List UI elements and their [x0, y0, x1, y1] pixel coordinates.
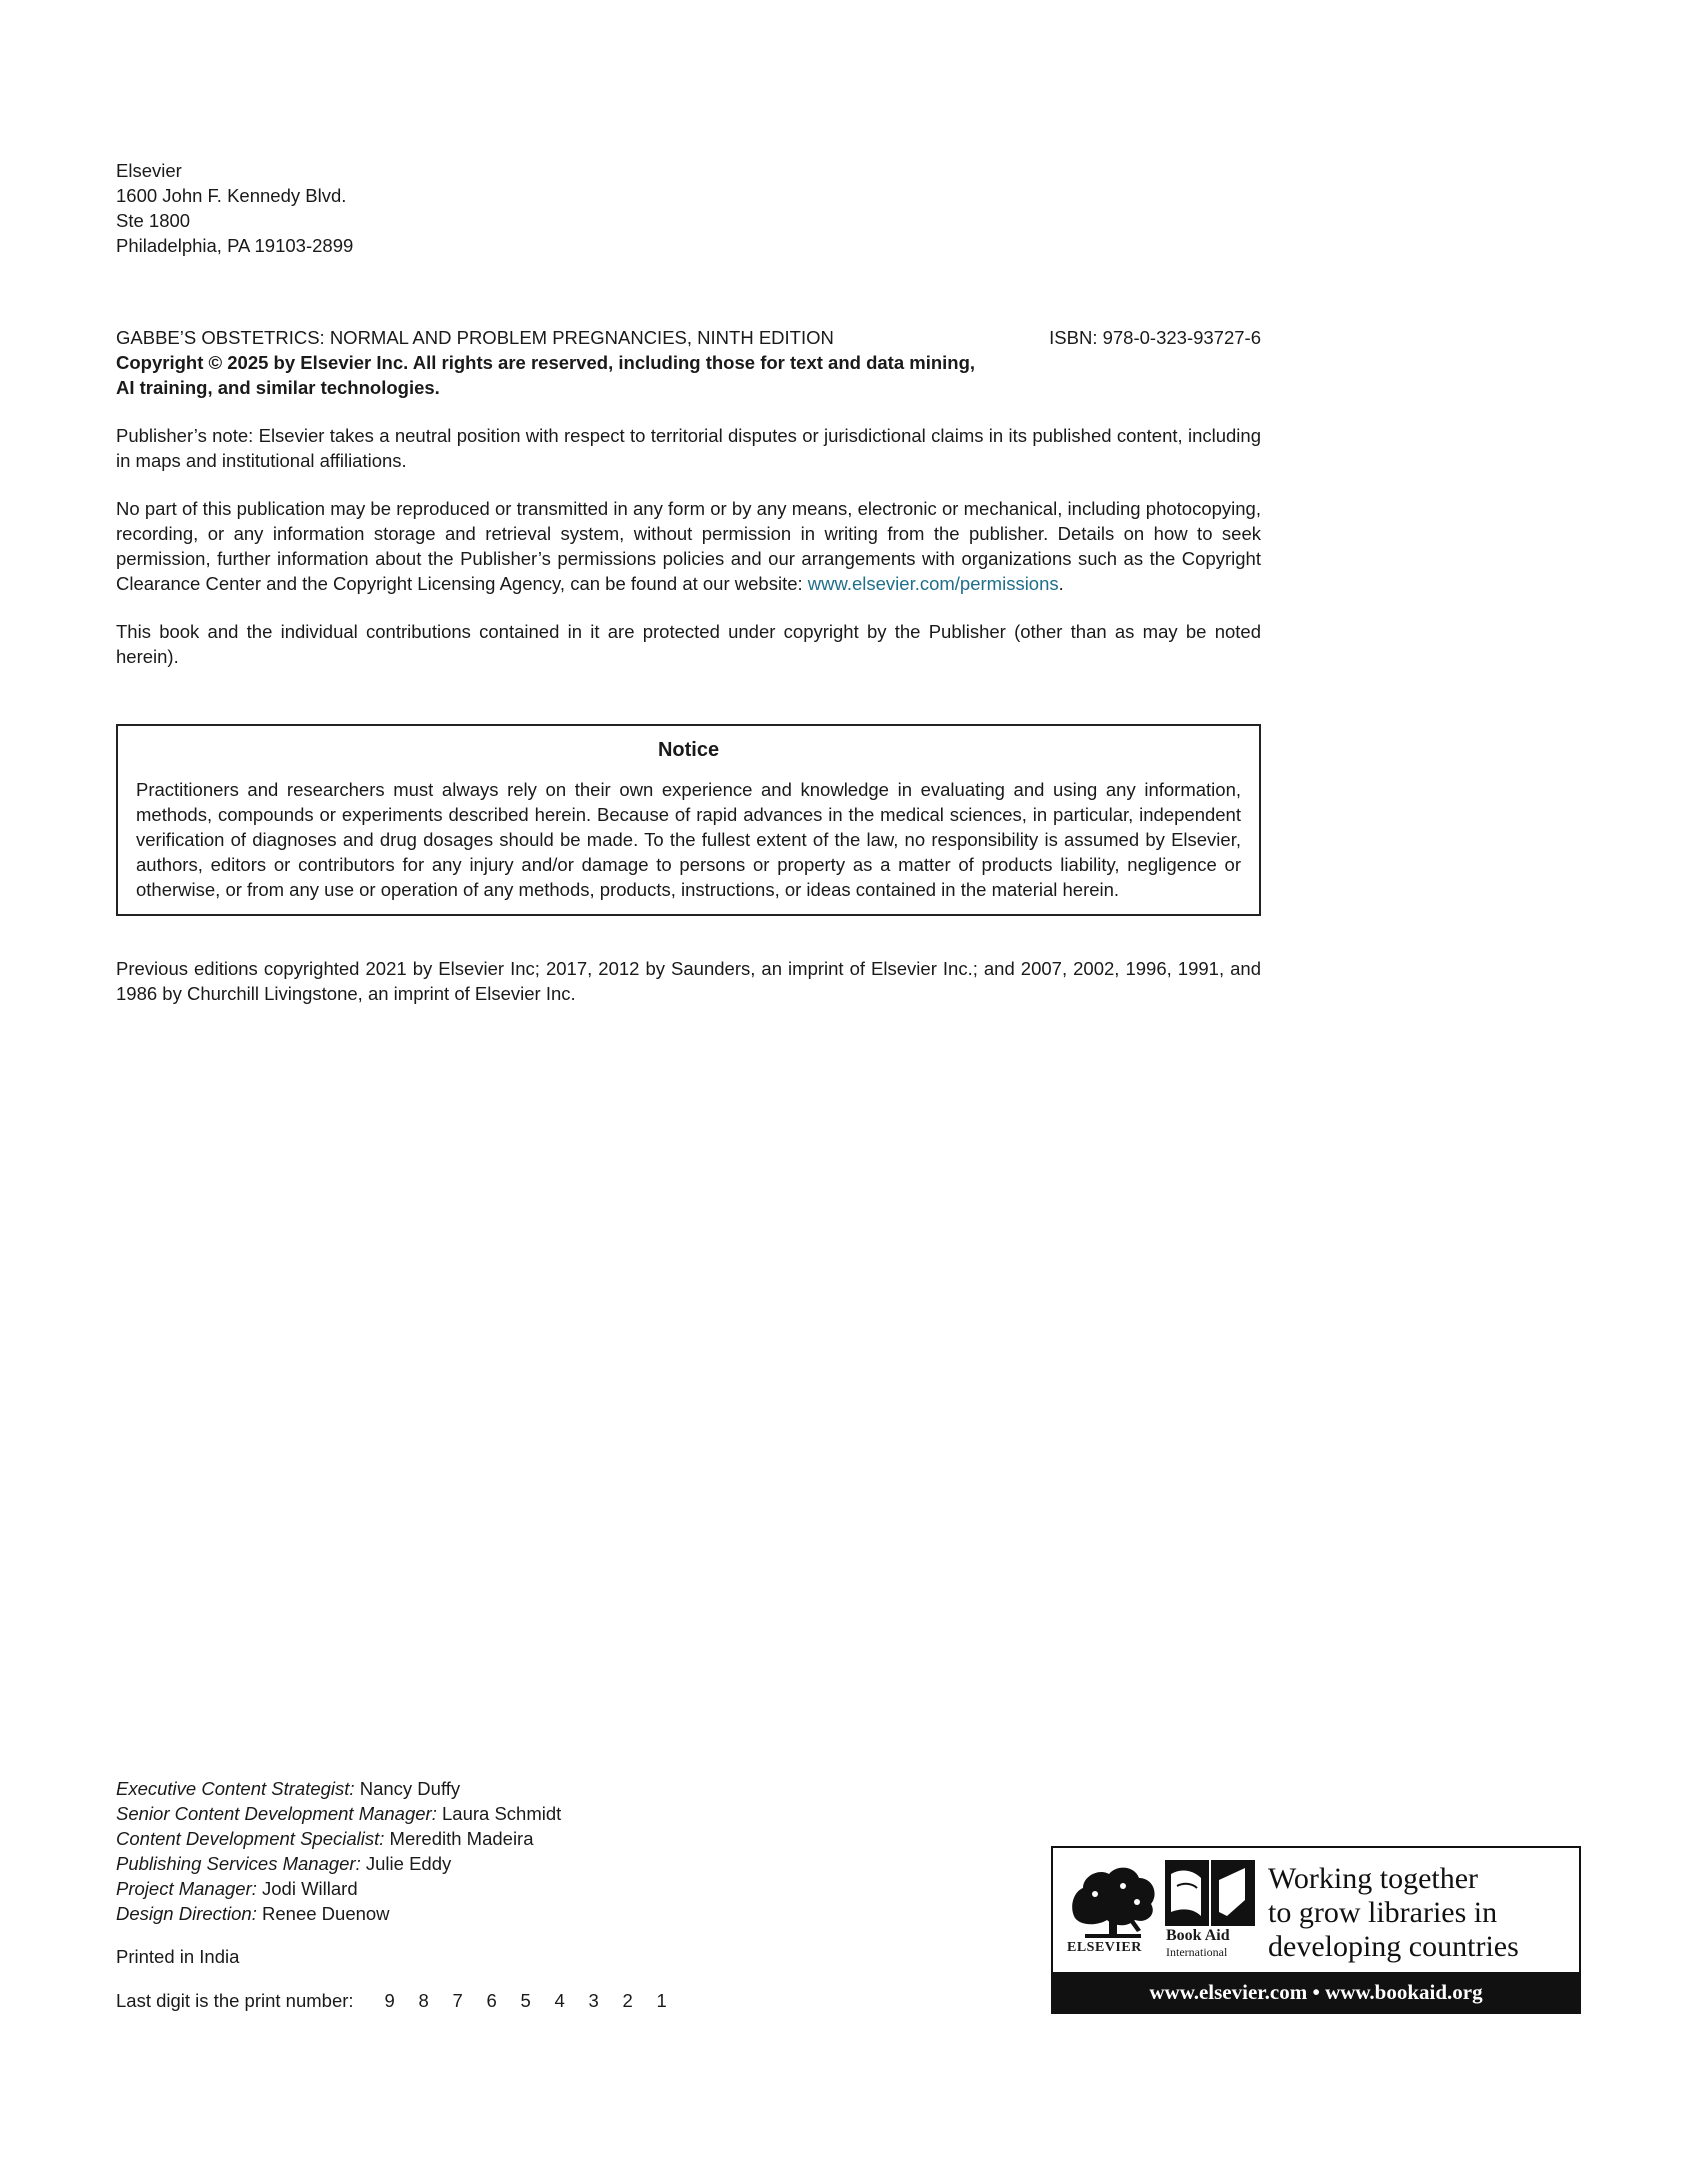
credit-role: Senior Content Development Manager:: [116, 1803, 437, 1824]
print-digit: 4: [554, 1990, 565, 2011]
address-line: Philadelphia, PA 19103-2899: [116, 235, 354, 256]
address-line: 1600 John F. Kennedy Blvd.: [116, 185, 347, 206]
print-digit: 7: [452, 1990, 463, 2011]
credit-role: Project Manager:: [116, 1878, 257, 1899]
credit-line: [116, 1801, 561, 1826]
notice-heading: Notice: [657, 739, 720, 761]
tagline-line: developing countries: [1268, 1930, 1519, 1963]
previous-editions: Previous editions copyrighted 2021 by Elsevier Inc; 2017, 2012 by Saunders, an imprint of Elsevier Inc.; and 2007, 2002, 1996, 1991, and 1986 by Churchill Livingstone, an imprint of Elsevier Inc.: [116, 958, 1261, 1004]
credit-name: Renee Duenow: [256, 1903, 390, 1924]
credit-line: [116, 1776, 561, 1801]
isbn: ISBN: 978-0-323-93727-6: [1049, 327, 1261, 348]
permissions-link[interactable]: www.elsevier.com/permissions: [807, 573, 1059, 594]
address-line: Ste 1800: [116, 210, 191, 231]
badge-urls: www.elsevier.com • www.bookaid.org: [1053, 1972, 1579, 2012]
credit-line: [116, 1851, 561, 1876]
permissions-text: No part of this publication may be reproduced or transmitted in any form or by any means, electronic or mechanical, including photocopying, recording, or any information storage and retrieval system, without permission in writing from the publisher. Details on how to seek permission, further information about the Publisher’s permissions policies and our arrangements with organizations such as the Copyright Clearance Center and the Copyright Licensing Agency, can be found at our website:: [116, 498, 1261, 594]
tagline-line: Working together: [1268, 1862, 1479, 1895]
elsevier-tree-logo-icon: [1065, 1858, 1161, 1940]
credit-line: [116, 1901, 561, 1926]
credit-role: Publishing Services Manager:: [116, 1853, 361, 1874]
permissions-paragraph: [116, 496, 1261, 596]
book-title: GABBE’S OBSTETRICS: NORMAL AND PROBLEM PREGNANCIES, NINTH EDITION: [116, 327, 834, 348]
credit-name: Laura Schmidt: [436, 1803, 562, 1824]
address-line: Elsevier: [116, 160, 182, 181]
copyright-page: [116, 158, 1261, 1006]
credit-name: Meredith Madeira: [384, 1828, 534, 1849]
credit-name: Jodi Willard: [256, 1878, 358, 1899]
credit-role: Design Direction:: [116, 1903, 257, 1924]
notice-box: [116, 724, 1261, 916]
print-digits: [373, 1990, 679, 2011]
print-digit: 2: [622, 1990, 633, 2011]
print-digit: 6: [486, 1990, 497, 2011]
print-number-line: [116, 1990, 679, 2012]
book-aid-subtitle: International: [1166, 1945, 1228, 1959]
print-number-label: Last digit is the print number:: [116, 1990, 354, 2011]
credit-name: Julie Eddy: [360, 1853, 452, 1874]
print-digit: 1: [656, 1990, 667, 2011]
printed-in: Printed in India: [116, 1946, 240, 1967]
print-digit: 8: [418, 1990, 429, 2011]
credit-line: [116, 1876, 561, 1901]
notice-body: Practitioners and researchers must always rely on their own experience and knowledge in evaluating and using any information, methods, compounds or experiments described herein. Because of rapid advances in the medical sciences, in particular, independent verification of diagnoses and drug dosages should be made. To the fullest extent of the law, no responsibility is assumed by Elsevier, authors, editors or contributors for any injury and/or damage to persons or property as a matter of products liability, negligence or otherwise, or from any use or operation of any methods, products, instructions, or ideas contained in the material herein.: [136, 779, 1241, 900]
credit-role: Executive Content Strategist:: [116, 1778, 355, 1799]
credits-list: [116, 1776, 561, 1926]
credit-line: [116, 1826, 561, 1851]
elsevier-wordmark: ELSEVIER: [1067, 1940, 1142, 1955]
permissions-end: .: [1058, 573, 1064, 594]
credit-name: Nancy Duffy: [354, 1778, 461, 1799]
print-digit: 3: [588, 1990, 599, 2011]
publisher-address: [116, 158, 1261, 258]
protection-paragraph: This book and the individual contributions contained in it are protected under copyright by the Publisher (other than as may be noted herein).: [116, 621, 1261, 667]
credit-role: Content Development Specialist:: [116, 1828, 385, 1849]
copyright-statement: Copyright © 2025 by Elsevier Inc. All rights are reserved, including those for text and data mining, AI training, and similar technologies.: [116, 352, 976, 398]
book-aid-wordmark: Book Aid: [1166, 1927, 1230, 1944]
print-digit: 5: [520, 1990, 531, 2011]
print-digit: 9: [384, 1990, 395, 2011]
book-aid-logo-icon: [1165, 1860, 1255, 1926]
book-aid-badge: [1051, 1846, 1581, 2014]
badge-top: [1053, 1848, 1579, 1974]
tagline-line: to grow libraries in: [1268, 1896, 1498, 1929]
badge-tagline: [1268, 1862, 1519, 1964]
title-block: [116, 325, 1261, 400]
publishers-note: Publisher’s note: Elsevier takes a neutral position with respect to territorial disputes or jurisdictional claims in its published content, including in maps and institutional affiliations.: [116, 425, 1261, 471]
